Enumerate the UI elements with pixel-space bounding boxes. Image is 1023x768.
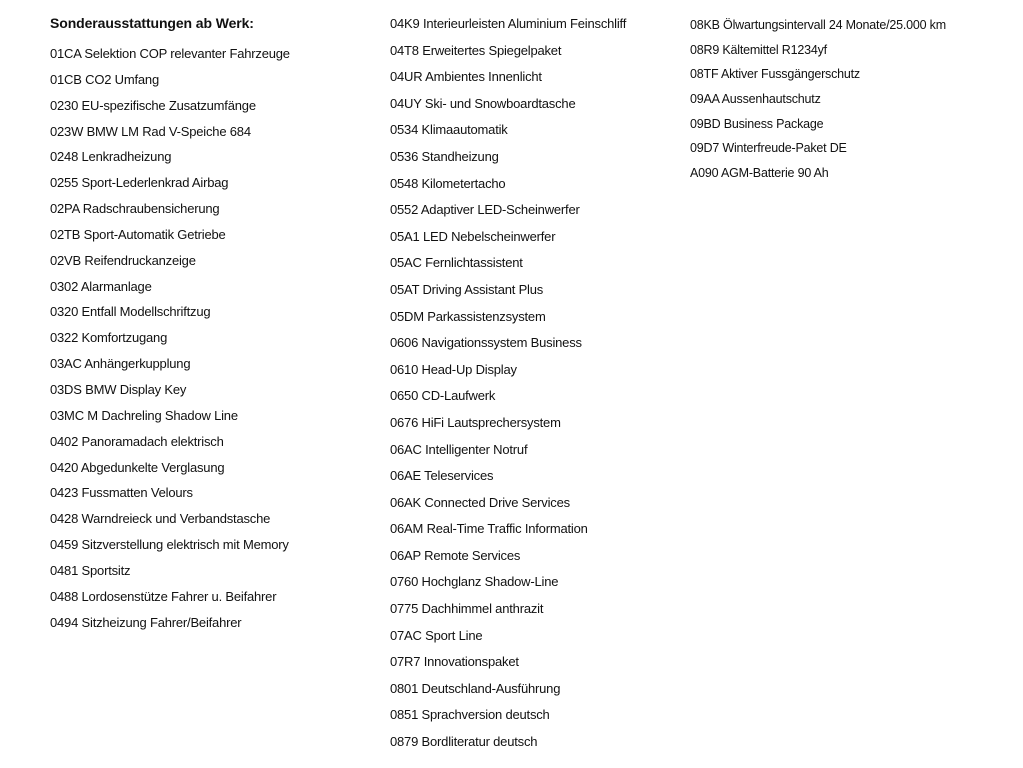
equipment-item: 02VB Reifendruckanzeige	[50, 252, 196, 268]
equipment-item: 05AC Fernlichtassistent	[390, 255, 523, 271]
equipment-item: 0851 Sprachversion deutsch	[390, 707, 550, 723]
equipment-item: 06AE Teleservices	[390, 468, 494, 484]
equipment-item: 08TF Aktiver Fussgängerschutz	[690, 67, 860, 82]
equipment-item: 0494 Sitzheizung Fahrer/Beifahrer	[50, 614, 242, 630]
equipment-item: 0402 Panoramadach elektrisch	[50, 433, 224, 449]
equipment-item: 0548 Kilometertacho	[390, 175, 506, 191]
equipment-item: 07AC Sport Line	[390, 627, 483, 643]
equipment-item: 03AC Anhängerkupplung	[50, 356, 191, 372]
equipment-list-3	[690, 17, 946, 190]
equipment-item: 02TB Sport-Automatik Getriebe	[50, 226, 226, 242]
equipment-item: 04K9 Interieurleisten Aluminium Feinschliff	[390, 16, 627, 31]
equipment-item: 08R9 Kältemittel R1234yf	[690, 42, 827, 57]
equipment-list-1	[50, 46, 290, 640]
equipment-item: 0459 Sitzverstellung elektrisch mit Memory	[50, 537, 289, 553]
equipment-item: 09AA Aussenhautschutz	[690, 92, 821, 107]
equipment-item: 04T8 Erweitertes Spiegelpaket	[390, 42, 562, 58]
equipment-item: A090 AGM-Batterie 90 Ah	[690, 166, 829, 181]
equipment-item: 0420 Abgedunkelte Verglasung	[50, 459, 225, 475]
equipment-item: 0428 Warndreieck und Verbandstasche	[50, 511, 271, 527]
equipment-item: 04UY Ski- und Snowboardtasche	[390, 95, 576, 111]
equipment-item: 0255 Sport-Lederlenkrad Airbag	[50, 175, 229, 191]
equipment-item: 0534 Klimaautomatik	[390, 122, 508, 138]
equipment-item: 0230 EU-spezifische Zusatzumfänge	[50, 97, 256, 113]
equipment-item: 06AP Remote Services	[390, 547, 521, 563]
equipment-item: 0676 HiFi Lautsprechersystem	[390, 414, 561, 430]
equipment-item: 0488 Lordosenstütze Fahrer u. Beifahrer	[50, 588, 277, 604]
equipment-item: 0610 Head-Up Display	[390, 361, 517, 377]
equipment-item: 0801 Deutschland-Ausführung	[390, 680, 561, 696]
equipment-item: 06AC Intelligenter Notruf	[390, 441, 528, 457]
equipment-item: 03DS BMW Display Key	[50, 381, 187, 397]
section-heading: Sonderausstattungen ab Werk:	[50, 15, 254, 31]
equipment-item: 02PA Radschraubensicherung	[50, 201, 220, 217]
equipment-item: 0248 Lenkradheizung	[50, 149, 172, 165]
equipment-item: 06AK Connected Drive Services	[390, 494, 570, 510]
equipment-item: 0650 CD-Laufwerk	[390, 388, 496, 404]
equipment-item: 08KB Ölwartungsintervall 24 Monate/25.000 km	[690, 18, 946, 32]
equipment-item: 0536 Standheizung	[390, 148, 499, 164]
equipment-list-2	[390, 16, 626, 761]
equipment-item: 0423 Fussmatten Velours	[50, 485, 193, 501]
equipment-item: 03MC M Dachreling Shadow Line	[50, 407, 238, 423]
equipment-item: 05DM Parkassistenzsystem	[390, 308, 546, 324]
equipment-item: 023W BMW LM Rad V-Speiche 684	[50, 123, 251, 139]
equipment-item: 09D7 Winterfreude-Paket DE	[690, 141, 847, 156]
equipment-item: 05AT Driving Assistant Plus	[390, 281, 544, 297]
equipment-item: 0760 Hochglanz Shadow-Line	[390, 574, 559, 590]
equipment-item: 06AM Real-Time Traffic Information	[390, 521, 588, 537]
equipment-item: 0302 Alarmanlage	[50, 278, 152, 294]
equipment-item: 07R7 Innovationspaket	[390, 654, 519, 670]
equipment-item: 0322 Komfortzugang	[50, 330, 168, 346]
equipment-item: 0320 Entfall Modellschriftzug	[50, 304, 211, 320]
equipment-item: 0775 Dachhimmel anthrazit	[390, 601, 544, 617]
equipment-item: 01CA Selektion COP relevanter Fahrzeuge	[50, 46, 290, 61]
equipment-item: 09BD Business Package	[690, 116, 824, 131]
equipment-item: 0481 Sportsitz	[50, 562, 131, 578]
equipment-item: 05A1 LED Nebelscheinwerfer	[390, 228, 556, 244]
equipment-item: 04UR Ambientes Innenlicht	[390, 69, 542, 85]
equipment-item: 0552 Adaptiver LED-Scheinwerfer	[390, 202, 580, 218]
equipment-item: 0879 Bordliteratur deutsch	[390, 734, 538, 750]
equipment-item: 0606 Navigationssystem Business	[390, 335, 582, 351]
equipment-item: 01CB CO2 Umfang	[50, 71, 159, 87]
